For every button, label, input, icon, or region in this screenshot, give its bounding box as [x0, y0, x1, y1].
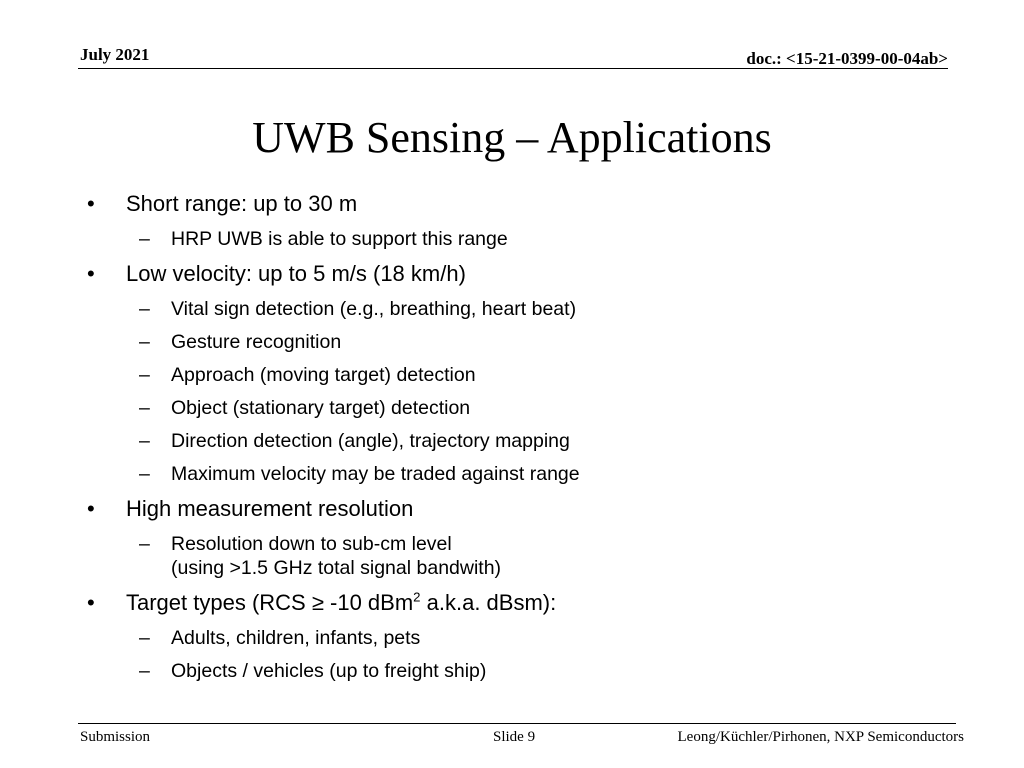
- header-doc-id: doc.: <15-21-0399-00-04ab>: [746, 49, 948, 68]
- bullet-icon: •: [87, 496, 95, 521]
- footer-divider: [78, 723, 956, 724]
- sub-bullet-text: Approach (moving target) detection: [171, 364, 476, 386]
- sub-bullet-text: Gesture recognition: [171, 331, 342, 353]
- slide-title: UWB Sensing – Applications: [252, 113, 772, 162]
- sub-bullet: [84, 532, 964, 580]
- bullet-text: [126, 590, 556, 615]
- sub-bullet-text: Vital sign detection (e.g., breathing, heart beat): [171, 298, 577, 320]
- sub-bullet-text-continued: (using >1.5 GHz total signal bandwith): [171, 557, 502, 579]
- dash-icon: –: [139, 533, 150, 555]
- sub-bullet: [84, 659, 964, 683]
- sub-bullet-text: HRP UWB is able to support this range: [171, 228, 508, 250]
- footer-slide-number: Slide 9: [493, 729, 536, 745]
- bullet-icon: •: [87, 261, 95, 286]
- dash-icon: –: [139, 397, 150, 419]
- header-divider: [78, 68, 948, 69]
- sub-bullet-text: Direction detection (angle), trajectory mapping: [171, 430, 570, 452]
- sub-bullet-text: Object (stationary target) detection: [171, 397, 471, 419]
- sub-bullet: [84, 227, 964, 251]
- bullet-resolution: [84, 495, 964, 523]
- footer-submission: Submission: [80, 729, 151, 745]
- bullet-text: Low velocity: up to 5 m/s (18 km/h): [126, 261, 466, 286]
- bullet-text-tail: a.k.a. dBsm):: [420, 590, 557, 615]
- dash-icon: –: [139, 228, 150, 250]
- sub-bullet-text: Objects / vehicles (up to freight ship): [171, 660, 487, 682]
- sub-bullet: [84, 429, 964, 453]
- bullet-text: Short range: up to 30 m: [126, 191, 358, 216]
- sub-bullet: [84, 626, 964, 650]
- bullet-short-range: [84, 190, 964, 218]
- dash-icon: –: [139, 364, 150, 386]
- bullet-text: High measurement resolution: [126, 496, 414, 521]
- header-date: July 2021: [80, 45, 150, 64]
- dash-icon: –: [139, 298, 150, 320]
- slide-body: [84, 190, 964, 683]
- sub-bullet-text: Maximum velocity may be traded against range: [171, 463, 580, 485]
- dash-icon: –: [139, 430, 150, 452]
- sub-bullet: [84, 330, 964, 354]
- bullet-icon: •: [87, 191, 95, 216]
- superscript: 2: [413, 589, 421, 605]
- dash-icon: –: [139, 660, 150, 682]
- bullet-target-types: [84, 589, 964, 617]
- sub-bullet-text: Adults, children, infants, pets: [171, 627, 421, 649]
- bullet-low-velocity: [84, 260, 964, 288]
- dash-icon: –: [139, 331, 150, 353]
- dash-icon: –: [139, 627, 150, 649]
- bullet-text-main: Target types (RCS ≥ -10 dBm: [126, 590, 414, 615]
- sub-bullet: [84, 396, 964, 420]
- sub-bullet-text: Resolution down to sub-cm level: [171, 533, 452, 555]
- sub-bullet: [84, 363, 964, 387]
- dash-icon: –: [139, 463, 150, 485]
- sub-bullet: [84, 462, 964, 486]
- bullet-icon: •: [87, 590, 95, 615]
- sub-bullet: [84, 297, 964, 321]
- footer-authors: Leong/Küchler/Pirhonen, NXP Semiconductors: [677, 729, 964, 745]
